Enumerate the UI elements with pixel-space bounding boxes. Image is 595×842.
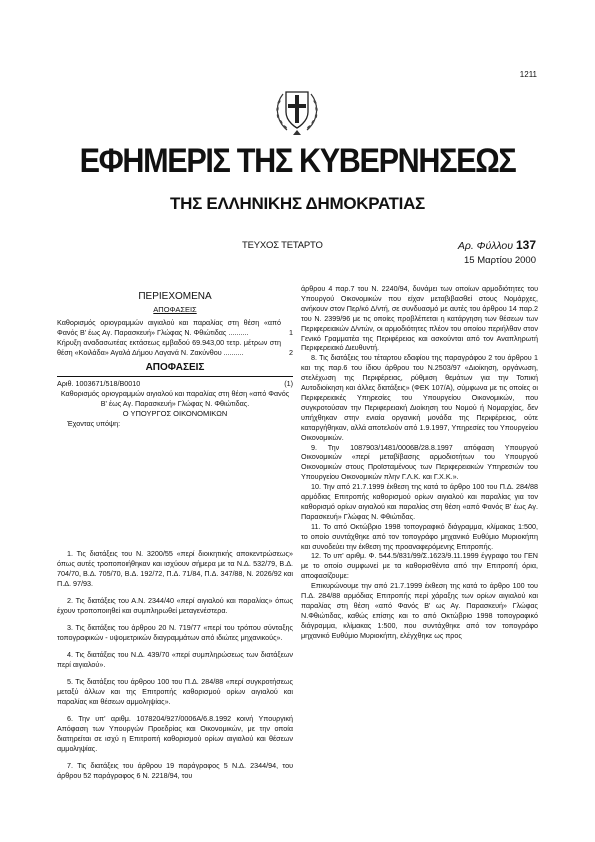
decisions-heading: ΑΠΟΦΑΣΕΙΣ bbox=[57, 363, 293, 377]
toc-entry[interactable]: Κήρυξη αναδασωτέας εκτάσεως εμβαδού 69.943,00 τετρ. μέτρων στη θέση «Κοιλάδα» Αγαλά Δήμου Λαγανά Ν. Ζακύνθου .......... 2 bbox=[57, 337, 293, 357]
decision-number-line bbox=[57, 379, 293, 389]
sheet-label: Αρ. Φύλλου bbox=[457, 240, 514, 252]
left-column bbox=[57, 282, 293, 429]
gazette-title: ΕΦΗΜΕΡΙΣ ΤΗΣ ΚΥΒΕΡΝΗΣΕΩΣ bbox=[79, 142, 516, 180]
issue-series: ΤΕΥΧΟΣ ΤΕΤΑΡΤΟ bbox=[242, 240, 323, 251]
paragraph: Επικυρώνουμε την από 21.7.1999 έκθεση της κατά το άρθρο 100 του Π.Δ. 284/88 αρμόδιας Επιτροπής περί χάραξης των ορίων αιγιαλού και παραλίας στη θέση «από Φανός Β' ως Αγ. Παρασκευή» Γλώφας Ν.Φθιώτιδας, καθώς επίσης και το από Οκτώβριο 1998 τοπογραφικό διάγραμμα, κλίμακας 1:500, που συντάχθηκε από τον τοπογράφο μηχανικό Ευθύμιο Μυριοκήπη, ελέγχθηκε ως προς bbox=[301, 581, 538, 640]
paragraph: 6. Την υπ' αριθμ. 1078204/927/0006Α/6.8.1992 κοινή Υπουργική Απόφαση των Υπουργών Προεδρίας και Οικονομικών, με την οποία διατηρείται σε ισχύ η Επιτροπή καθορισμού ορίων αιγιαλού και θέσεων αμμοληψίας. bbox=[57, 713, 293, 753]
considering-line: Έχοντας υπόψη: bbox=[67, 418, 121, 428]
decision-number: Αριθ. 1003671/518/Β0010 bbox=[57, 379, 141, 389]
greek-coat-of-arms-icon bbox=[273, 82, 321, 137]
toc-title: ΠΕΡΙΕΧΟΜΕΝΑ bbox=[138, 291, 212, 302]
page-number: 1211 bbox=[519, 70, 537, 79]
sheet-number: 137 bbox=[515, 238, 536, 252]
toc-section: ΑΠΟΦΑΣΕΙΣ bbox=[153, 304, 197, 314]
left-body bbox=[57, 542, 293, 788]
toc-entry-text: Κήρυξη αναδασωτέας εκτάσεως εμβαδού 69.943,00 τετρ. μέτρων στη θέση «Κοιλάδα» Αγαλά Δήμου Λαγανά Ν. Ζακύνθου bbox=[57, 337, 281, 357]
paragraph: άρθρου 4 παρ.7 του Ν. 2240/94, δυνάμει των οποίων αρμοδιότητες του Υπουργού Οικονομικών που είχαν μεταβιβασθεί στους Νομάρχες, ανήκουν στον Περ/κό Δ/ντή, σε συνδυασμό με αυτές του άρθρου 14 παρ.2 του Ν. 2399/96 με τις οποίες προβλέπεται η κατάργηση των θέσεων των Περιφερειακών Δ/ντών, οι αρμοδιότητες πλέον του οποίου περιήλθαν στον Γενικό Γραμματέα της Περιφέρειας και ασκούνται από τον Αναπληρωτή Περιφερειακό Διευθυντή. bbox=[301, 284, 538, 353]
paragraph: 8. Τις διατάξεις του τέταρτου εδαφίου της παραγράφου 2 του άρθρου 1 και της παρ.6 του ίδιου άρθρου του Ν.2503/97 «Διοίκηση, οργάνωση, στελέχωση της Περιφέρειας, ρύθμιση θεμάτων για την Τοπική Αυτοδιοίκηση και άλλες διατάξεις» (ΦΕΚ 107/Α), σύμφωνα με τις οποίες οι Περιφερειακές Υπηρεσίες του Υπουργείου Οικονομικών, που συγκροτούσαν την Περιφερειακή Διοίκηση του Νομού ή Νομαρχίας, δεν υπήχθηκαν στην ενιαία οργανική μονάδα της Περιφέρειας, ούτε καταργήθηκαν, αλλά αποτελούν από 1.9.1997, Υπηρεσίες του Υπουργείου Οικονομικών. bbox=[301, 353, 538, 442]
toc-entry-page: 2 bbox=[289, 347, 293, 357]
paragraph: 1. Τις διατάξεις του Ν. 3200/55 «περί διοικητικής αποκεντρώσεως» όπως αυτές τροποποιήθηκαν και ισχύουν σήμερα με τα Ν.Δ. 532/79, Β.Δ. 704/70, Β.Δ. 705/70, Β.Δ. 192/72, Π.Δ. 71/84, Π.Δ. 347/88, Ν. 2026/92 και Π.Δ. 97/93. bbox=[57, 549, 293, 588]
paragraph: 10. Την από 21.7.1999 έκθεση της κατά το άρθρο 100 του Π.Δ. 284/88 αρμόδιας Επιτροπής καθορισμού ορίων αιγιαλού και παραλίας για τον καθορισμό ορίων αιγιαλού και παραλίας στη θέση «από Φανός Β' έως Αγ. Παρασκευή» Γλώφας Ν. Φθιώτιδας. bbox=[301, 482, 538, 521]
paragraph: 5. Τις διατάξεις του άρθρου 100 του Π.Δ. 284/88 «περί συγκροτήσεως μεταξύ άλλων και της Επιτροπής καθορισμού ορίων αιγιαλού και παραλίας και θέσεων αμμοληψίας». bbox=[57, 677, 293, 706]
paragraph: 4. Τις διατάξεις του Ν.Δ. 439/70 «περί συμπληρώσεως των διατάξεων περί αιγιαλού». bbox=[57, 650, 293, 669]
sheet-number-line bbox=[458, 238, 536, 252]
paragraph: 3. Τις διατάξεις του άρθρου 20 Ν. 719/77 «περί του τρόπου σύνταξης τοπογραφικών - υψομετρικών διαγραμμάτων από ιδιώτες μηχανικούς». bbox=[57, 623, 293, 642]
paragraph: 2. Τις διατάξεις του Α.Ν. 2344/40 «περί αιγιαλού και παραλίας» όπως έχουν τροποποιηθεί και συμπληρωθεί μεταγενέστερα. bbox=[57, 596, 293, 615]
toc-entry-text: Καθορισμός οριογραμμών αιγιαλού και παραλίας στη θέση «από Φανός Β' έως Αγ. Παρασκευή» Γλώφας Ν. Φθιώτιδας bbox=[57, 317, 281, 337]
toc-entry[interactable]: Καθορισμός οριογραμμών αιγιαλού και παραλίας στη θέση «από Φανός Β' έως Αγ. Παρασκευή» Γλώφας Ν. Φθιώτιδας .......... 1 bbox=[57, 317, 293, 337]
toc-entry-page: 1 bbox=[289, 327, 293, 337]
gazette-subtitle: ΤΗΣ ΕΛΛΗΝΙΚΗΣ ΔΗΜΟΚΡΑΤΙΑΣ bbox=[170, 194, 425, 213]
paragraph: 12. Το υπ' αριθμ. Φ. 544.5/831/99/Σ.1623/9.11.1999 έγγραφο του ΓΕΝ με το οποίο συμφωνεί με τα καθορισθέντα από την Επιτροπή όρια, αποφασίζουμε: bbox=[301, 551, 538, 581]
issue-date: 15 Μαρτίου 2000 bbox=[464, 255, 536, 266]
right-column bbox=[301, 284, 538, 641]
paragraph: 9. Την 1087903/1481/0006Β/28.8.1997 απόφαση Υπουργού Οικονομικών «περί μεταβίβασης αρμοδιοτήτων του Υπουργού Οικονομικών στους Προϊσταμένους των Περιφερειακών Υπηρεσιών του Υπουργείου Οικονομικών πλην Γ.Λ.Κ. και Γ.Χ.Κ.». bbox=[301, 442, 538, 482]
decision-subject: Καθορισμός οριογραμμών αιγιαλού και παραλίας στη θέση «από Φανός Β' έως Αγ. Παρασκευή» Γλώφας Ν. Φθιώτιδας. bbox=[60, 389, 290, 409]
paragraph: 11. Το από Οκτώβριο 1998 τοπογραφικό διάγραμμα, κλίμακας 1:500, το οποίο συντάχθηκε από τον τοπογράφο μηχανικό Ευθύμιο Μυριοκήπη και συνοδεύει την έκθεση της προαναφερόμενης Επιτροπής. bbox=[301, 521, 538, 551]
decision-index: (1) bbox=[284, 379, 293, 389]
paragraph: 7. Τις διατάξεις του άρθρου 19 παράγραφος 5 Ν.Δ. 2344/94, του άρθρου 52 παράγραφος 6 Ν. 2218/94, του bbox=[57, 760, 293, 780]
ministry-name: Ο ΥΠΟΥΡΓΟΣ ΟΙΚΟΝΟΜΙΚΩΝ bbox=[122, 409, 228, 419]
